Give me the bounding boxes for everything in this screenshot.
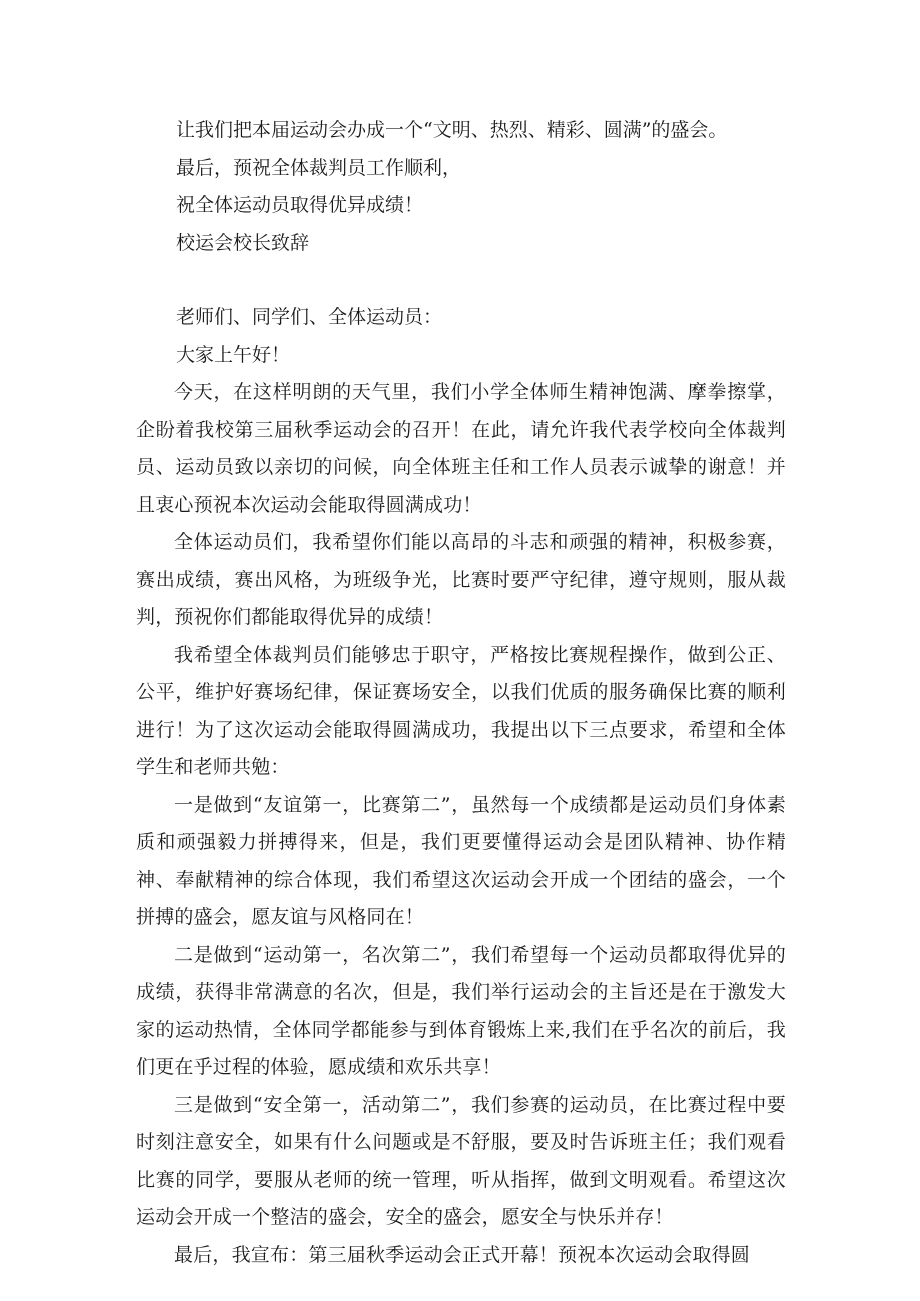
document-title: 校运会校长致辞 bbox=[176, 231, 310, 254]
body-paragraph: 全体运动员们，我希望你们能以高昂的斗志和顽强的精神，积极参赛，赛出成绩，赛出风格，为班级争光，比赛时要严守纪律，遵守规则，服从裁判，预祝你们都能取得优异的成绩！ bbox=[136, 531, 786, 628]
body-paragraph: 最后，我宣布：第三届秋季运动会正式开幕！预祝本次运动会取得圆 bbox=[174, 1243, 751, 1266]
body-paragraph: 我希望全体裁判员们能够忠于职守，严格按比赛规程操作，做到公正、公平，维护好赛场纪律，保证赛场安全，以我们优质的服务确保比赛的顺利进行！为了这次运动会能取得圆满成功，我提出以下三点要求，希望和全体学生和老师共勉： bbox=[136, 643, 786, 778]
blank-line bbox=[136, 262, 786, 299]
document-page bbox=[136, 112, 786, 1274]
closing-line: 祝全体运动员取得优异成绩！ bbox=[176, 194, 424, 216]
closing-line: 让我们把本届运动会办成一个“文明、热烈、精彩、圆满”的盛会。 bbox=[176, 119, 728, 141]
body-paragraph: 今天，在这样明朗的天气里，我们小学全体师生精神饱满、摩拳擦掌，企盼着我校第三届秋季运动会的召开！在此，请允许我代表学校向全体裁判员、运动员致以亲切的问候，向全体班主任和工作人员表示诚挚的谢意！并且衷心预祝本次运动会能取得圆满成功！ bbox=[136, 381, 786, 516]
greeting: 大家上午好！ bbox=[176, 343, 291, 366]
salutation: 老师们、同学们、全体运动员： bbox=[176, 306, 443, 328]
body-paragraph: 三是做到“安全第一，活动第二”，我们参赛的运动员，在比赛过程中要时刻注意安全，如果有什么问题或是不舒服，要及时告诉班主任；我们观看比赛的同学，要服从老师的统一管理，听从指挥，做到文明观看。希望这次运动会开成一个整洁的盛会，安全的盛会，愿安全与快乐并存！ bbox=[136, 1093, 786, 1228]
closing-line: 最后，预祝全体裁判员工作顺利， bbox=[176, 156, 462, 179]
body-paragraph: 一是做到“友谊第一，比赛第二”，虽然每一个成绩都是运动员们身体素质和顽强毅力拼搏得来，但是，我们更要懂得运动会是团队精神、协作精神、奉献精神的综合体现，我们希望这次运动会开成一个团结的盛会，一个拼搏的盛会，愿友谊与风格同在！ bbox=[136, 793, 786, 928]
body-paragraph: 二是做到“运动第一，名次第二”，我们希望每一个运动员都取得优异的成绩，获得非常满意的名次，但是，我们举行运动会的主旨还是在于激发大家的运动热情，全体同学都能参与到体育锻炼上来,我们在乎名次的前后，我们更在乎过程的体验，愿成绩和欢乐共享！ bbox=[136, 943, 786, 1078]
